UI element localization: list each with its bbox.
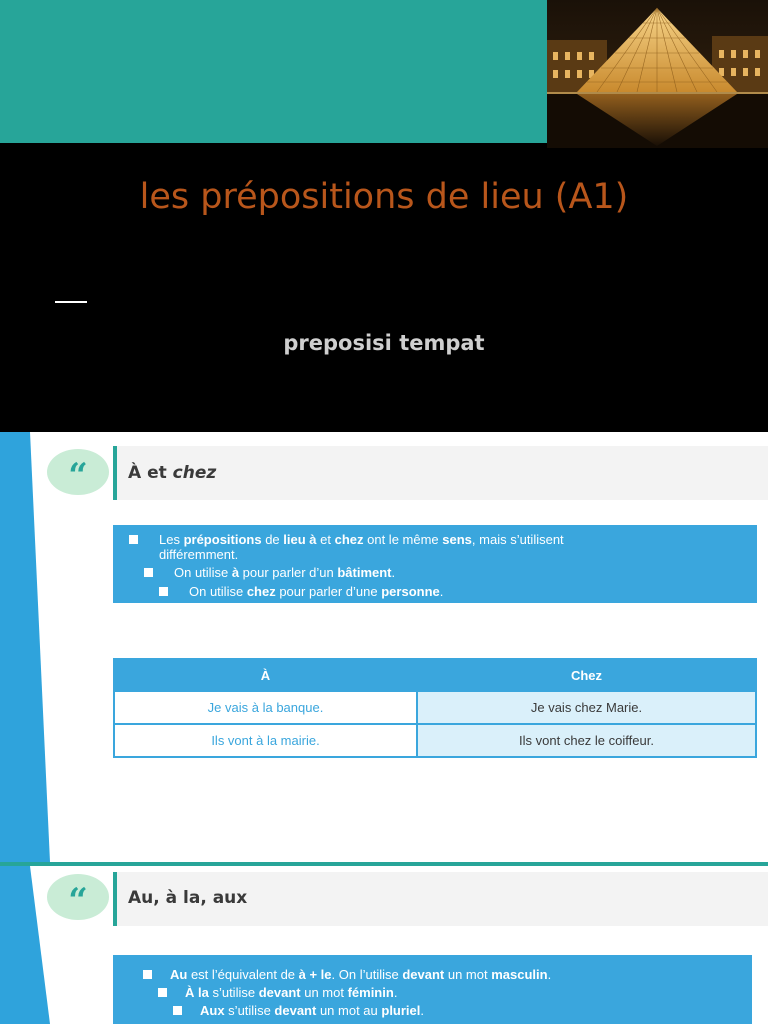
slide-subtitle: preposisi tempat <box>283 331 485 355</box>
rule-line-1-cont <box>159 547 238 562</box>
left-blue-strip <box>0 866 50 1024</box>
slide-title: les prépositions de lieu (A1) <box>139 177 629 217</box>
table-cell: Je vais chez Marie. <box>417 691 756 724</box>
rules-box <box>113 955 752 1024</box>
title-slide <box>0 0 768 432</box>
prepositions-table <box>113 658 757 758</box>
rule-line-2 <box>144 565 395 580</box>
txt-bold: Aux <box>200 1003 225 1018</box>
table-row <box>114 724 756 757</box>
txt: un mot au <box>316 1003 382 1018</box>
txt-bold: pluriel <box>381 1003 421 1018</box>
txt: . <box>391 565 396 580</box>
txt: un mot <box>444 967 492 982</box>
txt: est l’équivalent de <box>187 967 299 982</box>
txt-bold: chez <box>246 584 276 599</box>
bullet-square-icon <box>143 970 152 979</box>
rule-line-1 <box>143 967 551 982</box>
slide-au-a-la-aux <box>0 866 768 1024</box>
txt: . <box>393 985 398 1000</box>
heading-accent <box>113 446 117 500</box>
table-row <box>114 691 756 724</box>
slide-a-et-chez <box>0 432 768 862</box>
txt-bold: chez <box>334 532 364 547</box>
txt-bold: féminin <box>347 985 394 1000</box>
txt: On utilise <box>174 565 232 580</box>
table-cell: Ils vont à la mairie. <box>114 724 417 757</box>
txt: un mot <box>300 985 348 1000</box>
txt-bold: prépositions <box>183 532 262 547</box>
txt-bold: bâtiment <box>337 565 392 580</box>
txt: . <box>547 967 552 982</box>
teal-header-band <box>0 0 547 143</box>
rule-line-3 <box>173 1003 424 1018</box>
rule-line-3 <box>159 584 443 599</box>
bullet-square-icon <box>173 1006 182 1015</box>
bullet-square-icon <box>144 568 153 577</box>
txt: de <box>261 532 284 547</box>
section-heading <box>128 463 216 483</box>
txt: . <box>439 584 444 599</box>
txt: et <box>316 532 335 547</box>
txt: . On l’utilise <box>331 967 403 982</box>
table-cell: Ils vont chez le coiffeur. <box>417 724 756 757</box>
table-header-row <box>114 659 756 691</box>
txt: pour parler d’un <box>239 565 338 580</box>
txt: Les <box>159 532 184 547</box>
quote-icon: “ <box>47 874 109 920</box>
txt-bold: devant <box>402 967 445 982</box>
section-heading: Au, à la, aux <box>128 888 248 908</box>
table-cell: Je vais à la banque. <box>114 691 417 724</box>
table-header-a: À <box>114 659 417 691</box>
txt-bold: à <box>231 565 240 580</box>
txt: On utilise <box>189 584 247 599</box>
rule-line-2 <box>158 985 397 1000</box>
rule-line-1 <box>129 532 564 547</box>
rules-box <box>113 525 757 603</box>
bullet-square-icon <box>159 587 168 596</box>
txt-bold: à + le <box>298 967 332 982</box>
left-blue-strip <box>0 432 50 862</box>
txt-bold: sens <box>442 532 472 547</box>
heading-accent <box>113 872 117 926</box>
txt: s’utilise <box>208 985 259 1000</box>
txt: , mais s’utilisent <box>471 532 564 547</box>
bullet-square-icon <box>129 535 138 544</box>
txt: pour parler d’une <box>275 584 382 599</box>
txt-bold: Au <box>170 967 188 982</box>
heading-part-chez: chez <box>172 463 217 483</box>
txt-bold: devant <box>274 1003 317 1018</box>
txt: ont le même <box>363 532 443 547</box>
louvre-pyramid-image <box>547 0 768 148</box>
title-dash <box>55 301 87 303</box>
txt-bold: lieu à <box>283 532 317 547</box>
txt-bold: masculin <box>491 967 548 982</box>
txt-bold: À la <box>185 985 209 1000</box>
txt-bold: devant <box>258 985 301 1000</box>
heading-part-mid: et <box>141 463 173 483</box>
heading-part-a: À <box>128 463 142 483</box>
quote-icon: “ <box>47 449 109 495</box>
txt-bold: personne <box>381 584 440 599</box>
txt: différemment. <box>159 547 239 562</box>
bullet-square-icon <box>158 988 167 997</box>
txt: s’utilise <box>224 1003 275 1018</box>
table-header-chez: Chez <box>417 659 756 691</box>
txt: . <box>420 1003 425 1018</box>
